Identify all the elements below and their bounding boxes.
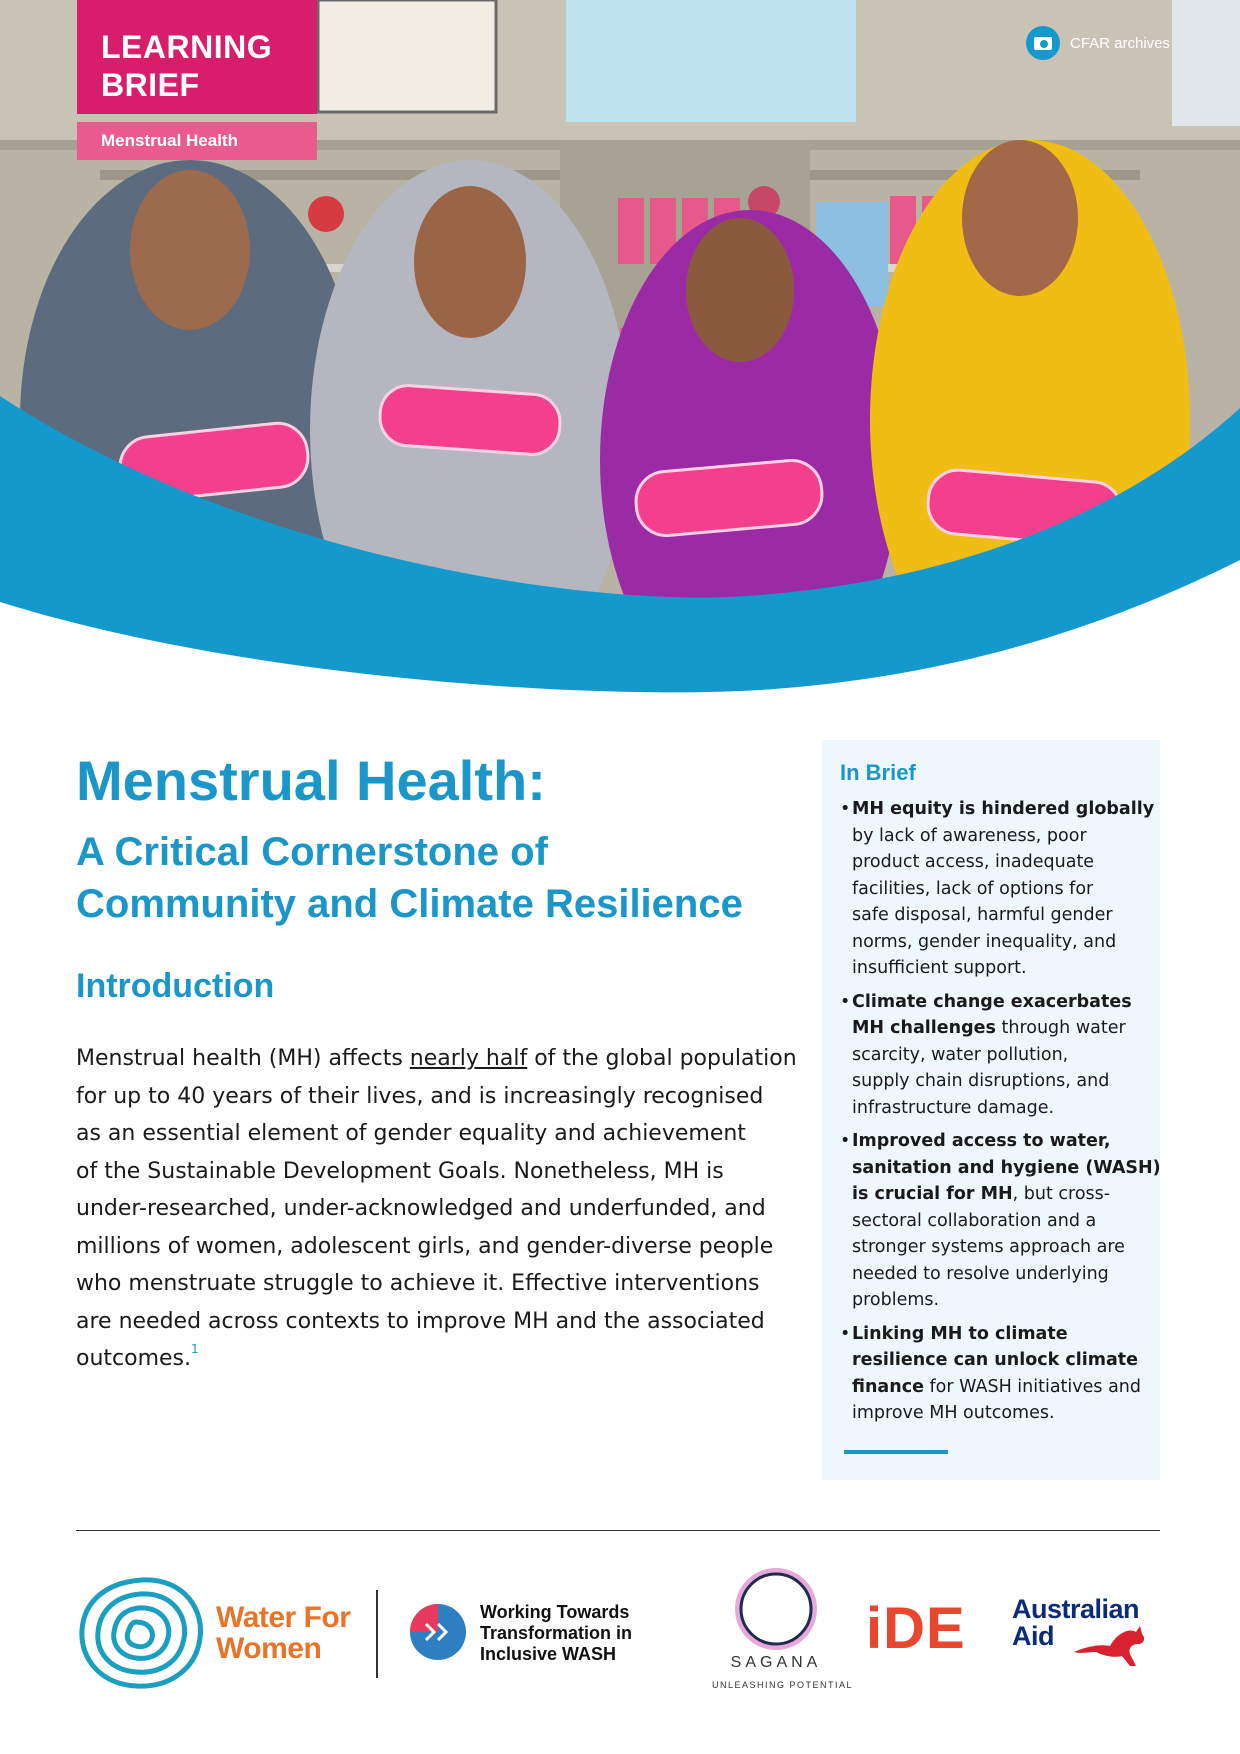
brief-bold: Climate change exacerbates bbox=[852, 991, 1132, 1012]
brief-bold: sanitation and hygiene (WASH) bbox=[852, 1157, 1161, 1178]
intro-line bbox=[76, 1040, 796, 1078]
ide-logo: iDE bbox=[866, 1596, 966, 1661]
brief-text: insufficient support. bbox=[852, 958, 1027, 978]
intro-text: of the global population bbox=[527, 1046, 797, 1071]
brief-text: needed to resolve underlying bbox=[852, 1263, 1109, 1284]
sagana-logo bbox=[712, 1566, 854, 1696]
in-brief-title: In Brief bbox=[840, 760, 916, 785]
brief-text: safe disposal, harmful gender bbox=[852, 905, 1113, 925]
introduction-heading: Introduction bbox=[76, 967, 275, 1005]
brief-text: through water bbox=[995, 1018, 1126, 1038]
learning-brief-label bbox=[77, 0, 317, 114]
wttw-wordmark bbox=[480, 1602, 632, 1665]
brief-item bbox=[840, 989, 1142, 1122]
footnote-link[interactable]: 1 bbox=[191, 1342, 199, 1356]
intro-line: of the Sustainable Development Goals. Nonetheless, MH is bbox=[76, 1158, 724, 1184]
subtitle-line-2: Community and Climate Resilience bbox=[76, 882, 743, 926]
bullet-icon: • bbox=[840, 799, 851, 819]
brief-text: for WASH initiatives and bbox=[923, 1376, 1142, 1397]
sagana-wordmark: SAGANA bbox=[730, 1654, 822, 1671]
intro-line: who menstruate struggle to achieve it. Effective interventions bbox=[76, 1271, 760, 1296]
brief-bold: MH equity is hindered globally bbox=[852, 799, 1155, 819]
photo-credit bbox=[1026, 26, 1170, 60]
wfw-line: Women bbox=[216, 1632, 322, 1665]
brief-bold: is crucial for MH bbox=[852, 1184, 1013, 1204]
brief-bold: finance bbox=[852, 1376, 924, 1397]
wfw-line: Water For bbox=[216, 1601, 351, 1634]
wttw-logo bbox=[404, 1600, 664, 1670]
nearly-half-link[interactable]: nearly half bbox=[409, 1046, 528, 1071]
water-for-women-logo bbox=[76, 1572, 366, 1692]
ausaid-line: Australian bbox=[1012, 1594, 1140, 1624]
wttw-line: Working Towards bbox=[480, 1602, 630, 1622]
brief-text: sectoral collaboration and a bbox=[852, 1210, 1097, 1231]
brief-item bbox=[840, 1128, 1161, 1314]
intro-line: millions of women, adolescent girls, and gender-diverse people bbox=[76, 1233, 774, 1259]
wttw-circle-icon bbox=[404, 1600, 472, 1662]
sagana-tagline: UNLEASHING POTENTIAL bbox=[712, 1680, 854, 1690]
brief-text: supply chain disruptions, and bbox=[852, 1071, 1110, 1091]
brief-text: stronger systems approach are bbox=[852, 1237, 1125, 1257]
wttw-line: Transformation in bbox=[480, 1623, 633, 1643]
bullet-icon: • bbox=[840, 1323, 851, 1344]
bullet-icon: • bbox=[840, 1131, 851, 1151]
intro-line bbox=[76, 1340, 796, 1378]
kangaroo-icon bbox=[1070, 1622, 1150, 1672]
brief-text: infrastructure damage. bbox=[852, 1097, 1055, 1118]
water-for-women-wordmark bbox=[216, 1602, 350, 1664]
brief-text: by lack of awareness, poor bbox=[852, 825, 1087, 846]
bullet-icon: • bbox=[840, 991, 851, 1012]
water-for-women-swirl-icon bbox=[76, 1572, 208, 1692]
australian-aid-logo bbox=[1012, 1596, 1162, 1676]
intro-line: as an essential element of gender equality and achievement bbox=[76, 1121, 746, 1146]
brief-text: scarcity, water pollution, bbox=[852, 1044, 1069, 1065]
ausaid-line: Aid bbox=[1012, 1621, 1054, 1651]
brief-text: facilities, lack of options for bbox=[852, 878, 1094, 899]
logo-divider bbox=[376, 1590, 378, 1678]
intro-text: Menstrual health (MH) affects bbox=[76, 1046, 410, 1071]
in-brief-panel bbox=[822, 740, 1160, 1480]
intro-line: for up to 40 years of their lives, and is increasingly recognised bbox=[76, 1083, 764, 1109]
brief-text: problems. bbox=[852, 1290, 940, 1310]
brief-bold: resilience can unlock climate bbox=[852, 1350, 1138, 1370]
sidebar-accent-rule bbox=[844, 1450, 948, 1454]
wttw-line: Inclusive WASH bbox=[480, 1644, 617, 1664]
brief-bold: MH challenges bbox=[852, 1018, 996, 1038]
topic-label: Menstrual Health bbox=[77, 122, 317, 160]
introduction-paragraph bbox=[76, 1040, 796, 1378]
intro-text: outcomes. bbox=[76, 1346, 192, 1371]
learning-brief-line1: LEARNING bbox=[101, 29, 273, 65]
brief-bold: Improved access to water, bbox=[852, 1131, 1111, 1151]
brief-text: product access, inadequate bbox=[852, 852, 1095, 872]
brief-item bbox=[840, 1321, 1142, 1427]
subtitle-line-1: A Critical Cornerstone of bbox=[76, 830, 548, 874]
brief-text: , but cross- bbox=[1012, 1184, 1111, 1204]
brief-bold: Linking MH to climate bbox=[852, 1323, 1068, 1344]
page-subtitle bbox=[76, 826, 796, 930]
brief-text: norms, gender inequality, and bbox=[852, 931, 1117, 952]
brief-item bbox=[840, 796, 1155, 982]
photo-credit-text: CFAR archives bbox=[1070, 34, 1171, 52]
intro-line: are needed across contexts to improve MH and the associated bbox=[76, 1308, 765, 1334]
sagana-ring-icon bbox=[733, 1566, 819, 1652]
hero-banner bbox=[0, 0, 1240, 700]
footer-divider bbox=[76, 1530, 1160, 1531]
intro-line: under-researched, under-acknowledged and underfunded, and bbox=[76, 1196, 766, 1221]
camera-icon bbox=[1026, 26, 1060, 60]
page-title: Menstrual Health: bbox=[76, 749, 546, 812]
brief-text: improve MH outcomes. bbox=[852, 1403, 1055, 1423]
learning-brief-line2: BRIEF bbox=[101, 67, 200, 103]
